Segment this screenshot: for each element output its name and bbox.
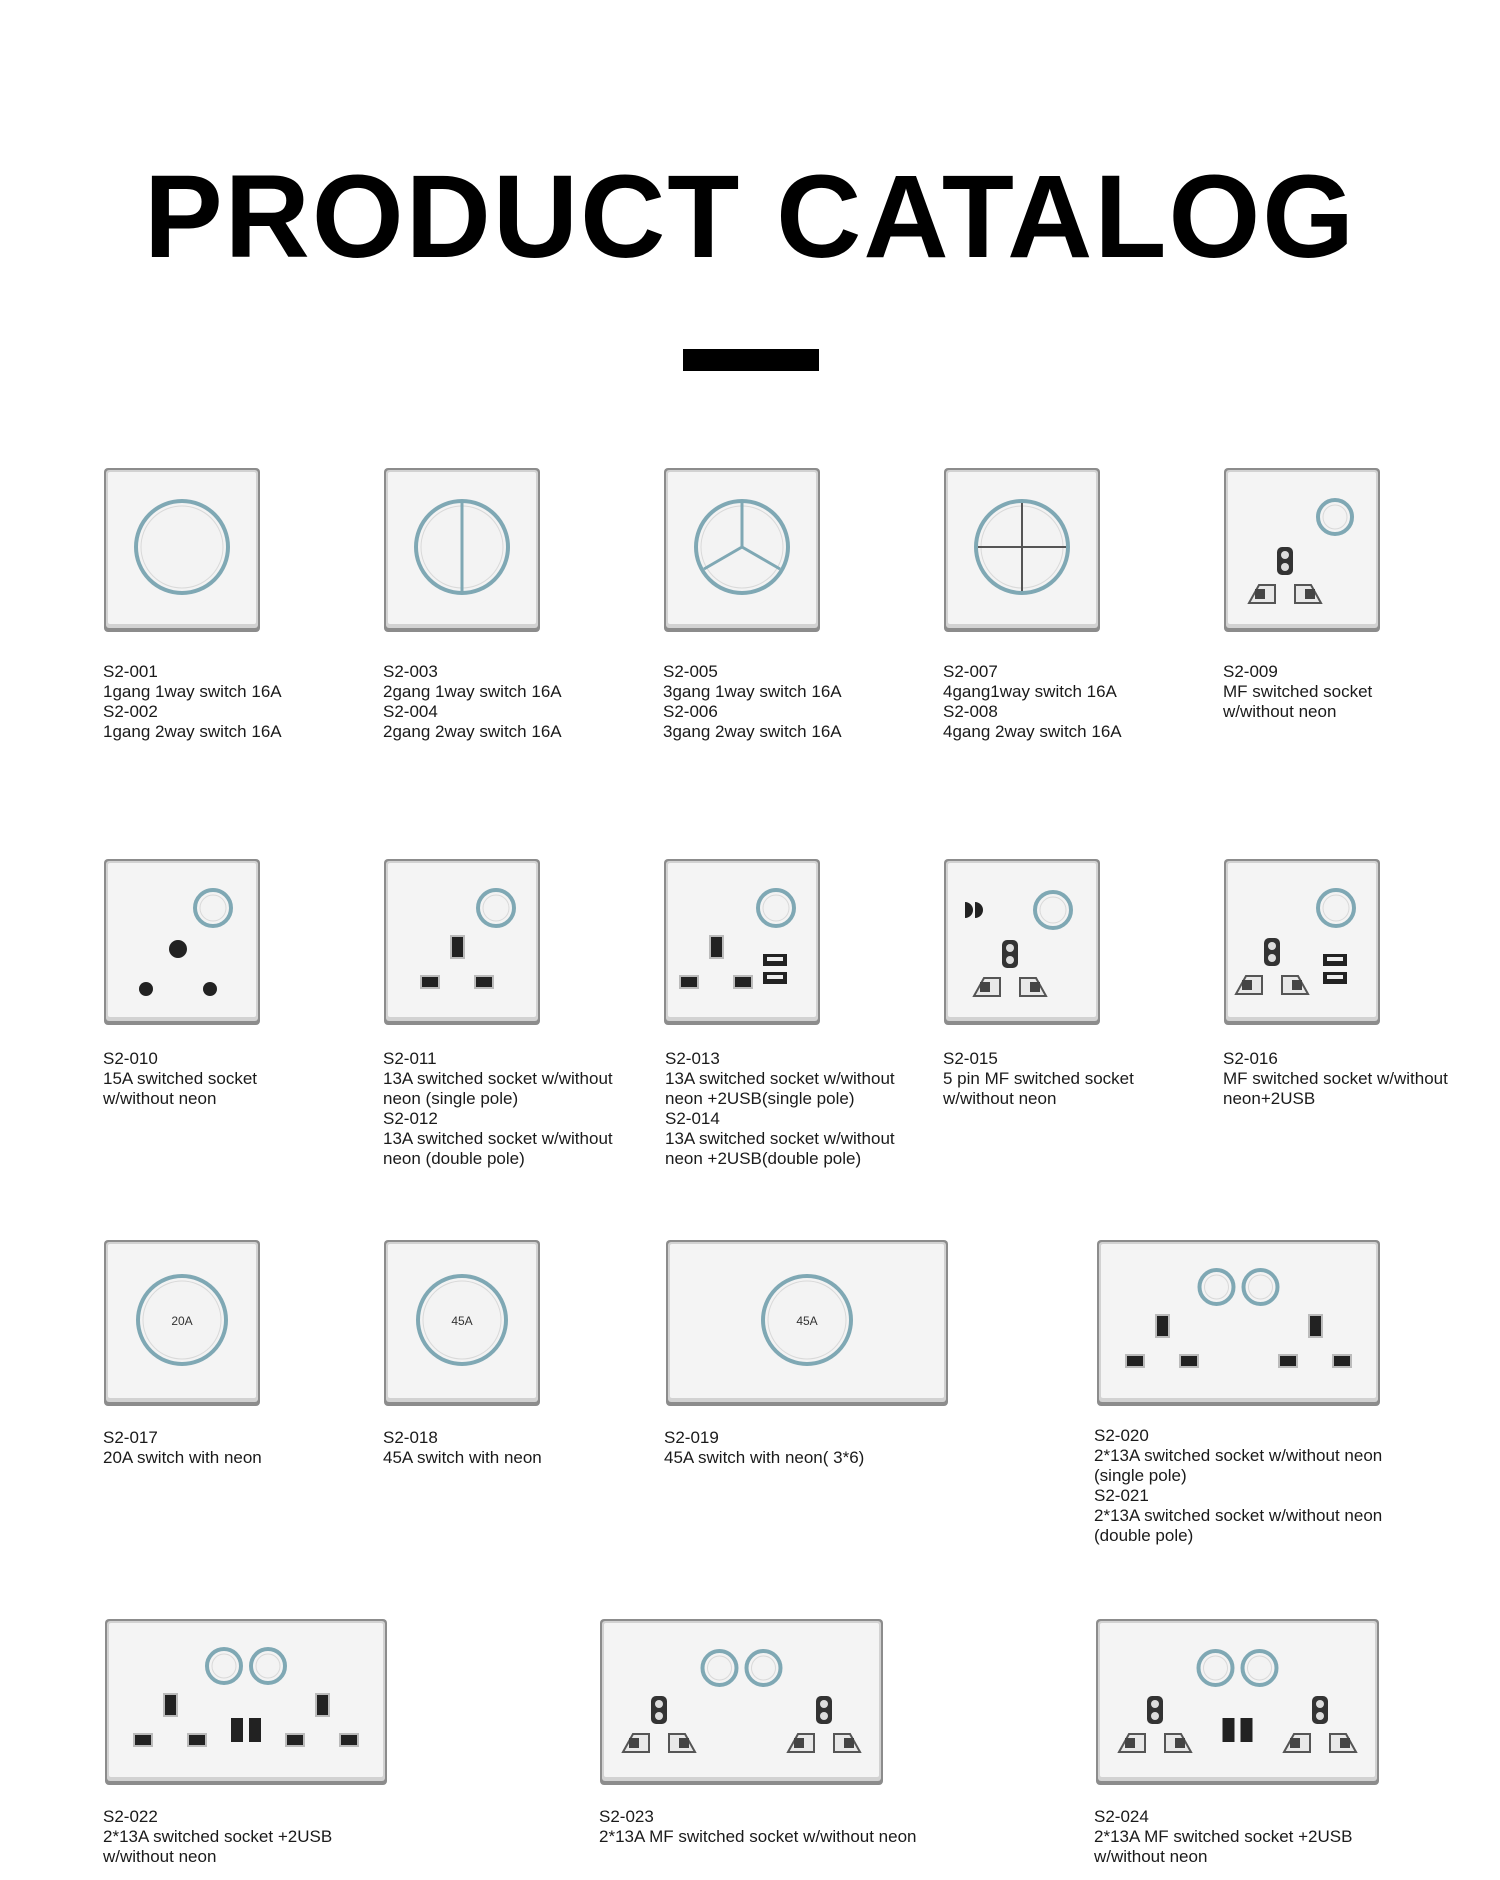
- product-code: S2-022: [103, 1807, 158, 1826]
- product-name: 4gang1way switch 16A: [943, 682, 1117, 701]
- ampere-label: 45A: [451, 1314, 473, 1328]
- product-code: S2-004: [383, 702, 438, 721]
- 2gang-switch-icon: [383, 467, 541, 633]
- product-code: S2-010: [103, 1049, 158, 1068]
- product-name: 3gang 2way switch 16A: [663, 722, 842, 741]
- product-description: [665, 1049, 895, 1169]
- product-entry: [103, 1807, 332, 1867]
- double-13a-socket-icon: [1096, 1239, 1381, 1407]
- 13a-usb-socket-icon: [663, 858, 821, 1026]
- product-code: S2-001: [103, 662, 158, 681]
- product-name: neon (single pole): [383, 1089, 519, 1108]
- product-entry: [599, 1807, 917, 1847]
- 4gang-switch-icon: [943, 467, 1101, 633]
- double-mf-usb-socket-icon: [1095, 1618, 1380, 1786]
- product-name: 45A switch with neon: [383, 1448, 542, 1467]
- product-description: [383, 662, 562, 742]
- product-entry: [103, 1049, 257, 1109]
- product-name: 1gang 1way switch 16A: [103, 682, 282, 701]
- product-code: S2-006: [663, 702, 718, 721]
- product-code: S2-009: [1223, 662, 1278, 681]
- product-name: neon +2USB(double pole): [665, 1149, 862, 1168]
- product-code: S2-018: [383, 1428, 438, 1447]
- product-entry: [1223, 662, 1372, 722]
- product-description: [383, 1049, 613, 1169]
- product-entry: [663, 662, 842, 702]
- product-name: 13A switched socket w/without: [383, 1129, 613, 1148]
- product-description: [103, 1428, 262, 1468]
- product-code: S2-008: [943, 702, 998, 721]
- product-description: [599, 1807, 917, 1847]
- ampere-label: 20A: [171, 1314, 193, 1328]
- 3gang-switch-icon: [663, 467, 821, 633]
- product-name: neon (double pole): [383, 1149, 525, 1168]
- product-name: 5 pin MF switched socket: [943, 1069, 1134, 1088]
- product-description: [664, 1428, 864, 1468]
- product-name: w/without neon: [103, 1847, 217, 1866]
- product-name: 2gang 1way switch 16A: [383, 682, 562, 701]
- 45a-switch-wide-icon: [665, 1239, 949, 1407]
- product-description: [943, 662, 1122, 742]
- double-mf-socket-icon: [599, 1618, 884, 1786]
- 13a-socket-icon: [383, 858, 541, 1026]
- product-entry: [383, 662, 562, 702]
- 5pin-mf-socket-icon: [943, 858, 1101, 1026]
- double-13a-usb-socket-icon: [104, 1618, 388, 1786]
- product-entry: [1094, 1486, 1382, 1546]
- product-name: 1gang 2way switch 16A: [103, 722, 282, 741]
- product-description: [1223, 1049, 1448, 1109]
- title-underline: [683, 349, 819, 371]
- product-name: 13A switched socket w/without: [665, 1069, 895, 1088]
- product-code: S2-023: [599, 1807, 654, 1826]
- mf-socket-icon: [1223, 467, 1381, 633]
- product-name: 2*13A switched socket +2USB: [103, 1827, 333, 1846]
- product-name: 15A switched socket: [103, 1069, 258, 1088]
- product-entry: [943, 1049, 1134, 1109]
- product-code: S2-015: [943, 1049, 998, 1068]
- product-code: S2-011: [383, 1049, 437, 1068]
- product-description: [1094, 1807, 1352, 1867]
- product-name: 13A switched socket w/without: [665, 1129, 895, 1148]
- product-entry: [1094, 1807, 1352, 1867]
- product-description: [943, 1049, 1134, 1109]
- product-code: S2-014: [665, 1109, 720, 1128]
- product-entry: [664, 1428, 864, 1468]
- product-name: neon +2USB(single pole): [665, 1089, 855, 1108]
- product-name: 2*13A MF switched socket w/without neon: [599, 1827, 917, 1846]
- 1gang-switch-icon: [103, 467, 261, 633]
- product-name: w/without neon: [943, 1089, 1057, 1108]
- 45a-switch-icon: [383, 1239, 541, 1407]
- product-description: [663, 662, 842, 742]
- product-entry: [383, 1428, 542, 1468]
- product-code: S2-005: [663, 662, 718, 681]
- product-entry: [665, 1109, 895, 1169]
- catalog-title: PRODUCT CATALOG: [143, 151, 1357, 283]
- product-code: S2-013: [665, 1049, 720, 1068]
- product-entry: [665, 1049, 895, 1109]
- 20a-switch-icon: [103, 1239, 261, 1407]
- product-entry: [943, 662, 1122, 702]
- product-name: 2gang 2way switch 16A: [383, 722, 562, 741]
- product-name: 3gang 1way switch 16A: [663, 682, 842, 701]
- product-code: S2-017: [103, 1428, 158, 1447]
- mf-usb-socket-icon: [1223, 858, 1381, 1026]
- product-entry: [1094, 1426, 1382, 1486]
- product-name: 2*13A MF switched socket +2USB: [1094, 1827, 1353, 1846]
- product-entry: [103, 662, 282, 702]
- product-name: MF switched socket w/without: [1223, 1069, 1448, 1088]
- product-description: [103, 662, 282, 742]
- product-code: S2-021: [1094, 1486, 1149, 1505]
- product-name: (double pole): [1094, 1526, 1194, 1545]
- product-name: 20A switch with neon: [103, 1448, 262, 1467]
- product-name: MF switched socket: [1223, 682, 1373, 701]
- product-code: S2-019: [664, 1428, 719, 1447]
- product-code: S2-007: [943, 662, 998, 681]
- product-entry: [1223, 1049, 1448, 1109]
- product-entry: [943, 702, 1122, 742]
- product-description: [383, 1428, 542, 1468]
- product-entry: [383, 1109, 613, 1169]
- product-code: S2-003: [383, 662, 438, 681]
- product-entry: [383, 1049, 613, 1109]
- product-name: neon+2USB: [1223, 1089, 1316, 1108]
- product-description: [103, 1807, 332, 1867]
- product-name: 2*13A switched socket w/without neon: [1094, 1446, 1383, 1465]
- product-name: 2*13A switched socket w/without neon: [1094, 1506, 1383, 1525]
- product-name: w/without neon: [1223, 702, 1337, 721]
- product-name: 13A switched socket w/without: [383, 1069, 613, 1088]
- product-description: [1223, 662, 1372, 722]
- product-entry: [663, 702, 842, 742]
- ampere-label: 45A: [796, 1314, 818, 1328]
- product-entry: [103, 702, 282, 742]
- product-code: S2-020: [1094, 1426, 1149, 1445]
- product-code: S2-002: [103, 702, 158, 721]
- product-code: S2-016: [1223, 1049, 1278, 1068]
- product-description: [1094, 1426, 1382, 1546]
- product-description: [103, 1049, 257, 1109]
- product-entry: [383, 702, 562, 742]
- product-name: (single pole): [1094, 1466, 1187, 1485]
- product-code: S2-024: [1094, 1807, 1149, 1826]
- product-entry: [103, 1428, 262, 1468]
- product-code: S2-012: [383, 1109, 438, 1128]
- product-name: w/without neon: [103, 1089, 217, 1108]
- product-name: 45A switch with neon( 3*6): [664, 1448, 865, 1467]
- product-name: w/without neon: [1094, 1847, 1208, 1866]
- product-name: 4gang 2way switch 16A: [943, 722, 1122, 741]
- 15a-socket-icon: [103, 858, 261, 1026]
